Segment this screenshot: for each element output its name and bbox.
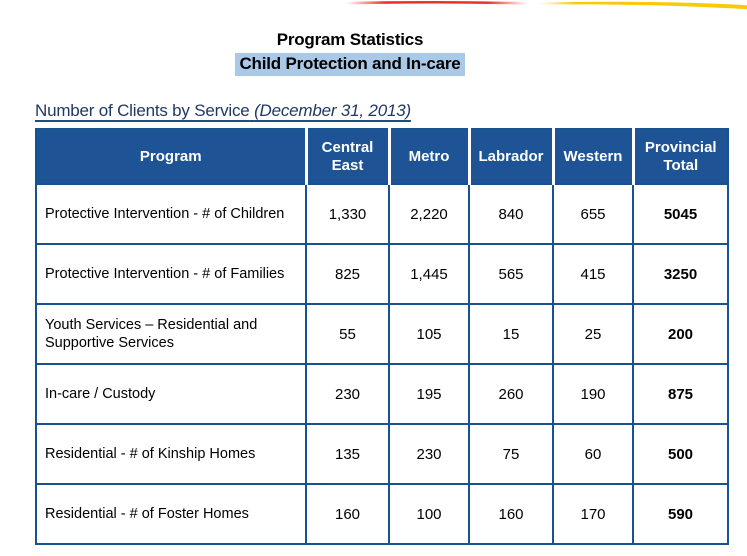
- column-header-metro: Metro: [389, 129, 469, 184]
- table-row: [36, 184, 728, 244]
- title-block: [0, 30, 700, 76]
- table-header-row: [36, 129, 728, 184]
- program-cell: Residential - # of Foster Homes: [36, 484, 306, 544]
- page-subtitle-wrap: [0, 53, 700, 76]
- program-cell: In-care / Custody: [36, 364, 306, 424]
- total-cell: 3250: [633, 244, 728, 304]
- column-header-provincial-total: Provincial Total: [633, 129, 728, 184]
- section-heading: [35, 101, 411, 121]
- table-row: [36, 424, 728, 484]
- program-cell: Residential - # of Kinship Homes: [36, 424, 306, 484]
- value-cell: 195: [389, 364, 469, 424]
- table-row: [36, 484, 728, 544]
- program-statistics-table: [35, 128, 729, 545]
- value-cell: 100: [389, 484, 469, 544]
- value-cell: 160: [469, 484, 553, 544]
- section-heading-text: Number of Clients by Service: [35, 101, 250, 120]
- value-cell: 825: [306, 244, 389, 304]
- table-row: [36, 244, 728, 304]
- value-cell: 25: [553, 304, 633, 364]
- value-cell: 230: [389, 424, 469, 484]
- table-row: [36, 364, 728, 424]
- total-cell: 200: [633, 304, 728, 364]
- value-cell: 2,220: [389, 184, 469, 244]
- value-cell: 55: [306, 304, 389, 364]
- value-cell: 230: [306, 364, 389, 424]
- value-cell: 60: [553, 424, 633, 484]
- swoosh-yellow-arc: [538, 2, 747, 9]
- value-cell: 160: [306, 484, 389, 544]
- value-cell: 655: [553, 184, 633, 244]
- value-cell: 1,330: [306, 184, 389, 244]
- page-title: Program Statistics: [276, 30, 424, 49]
- program-cell: Protective Intervention - # of Families: [36, 244, 306, 304]
- value-cell: 565: [469, 244, 553, 304]
- value-cell: 1,445: [389, 244, 469, 304]
- swoosh-red-arc: [346, 2, 527, 3]
- value-cell: 15: [469, 304, 553, 364]
- section-heading-date: (December 31, 2013): [254, 101, 411, 120]
- column-header-labrador: Labrador: [469, 129, 553, 184]
- column-header-central-east: Central East: [306, 129, 389, 184]
- total-cell: 5045: [633, 184, 728, 244]
- value-cell: 105: [389, 304, 469, 364]
- total-cell: 875: [633, 364, 728, 424]
- value-cell: 415: [553, 244, 633, 304]
- table-row: [36, 304, 728, 364]
- column-header-program: Program: [36, 129, 306, 184]
- value-cell: 840: [469, 184, 553, 244]
- logo-swoosh-decoration: [0, 0, 747, 16]
- value-cell: 75: [469, 424, 553, 484]
- total-cell: 590: [633, 484, 728, 544]
- value-cell: 170: [553, 484, 633, 544]
- column-header-western: Western: [553, 129, 633, 184]
- value-cell: 260: [469, 364, 553, 424]
- value-cell: 135: [306, 424, 389, 484]
- page-subtitle-highlighted: Child Protection and In-care: [235, 53, 464, 76]
- value-cell: 190: [553, 364, 633, 424]
- program-cell: Youth Services – Residential and Supportive Services: [36, 304, 306, 364]
- total-cell: 500: [633, 424, 728, 484]
- program-cell: Protective Intervention - # of Children: [36, 184, 306, 244]
